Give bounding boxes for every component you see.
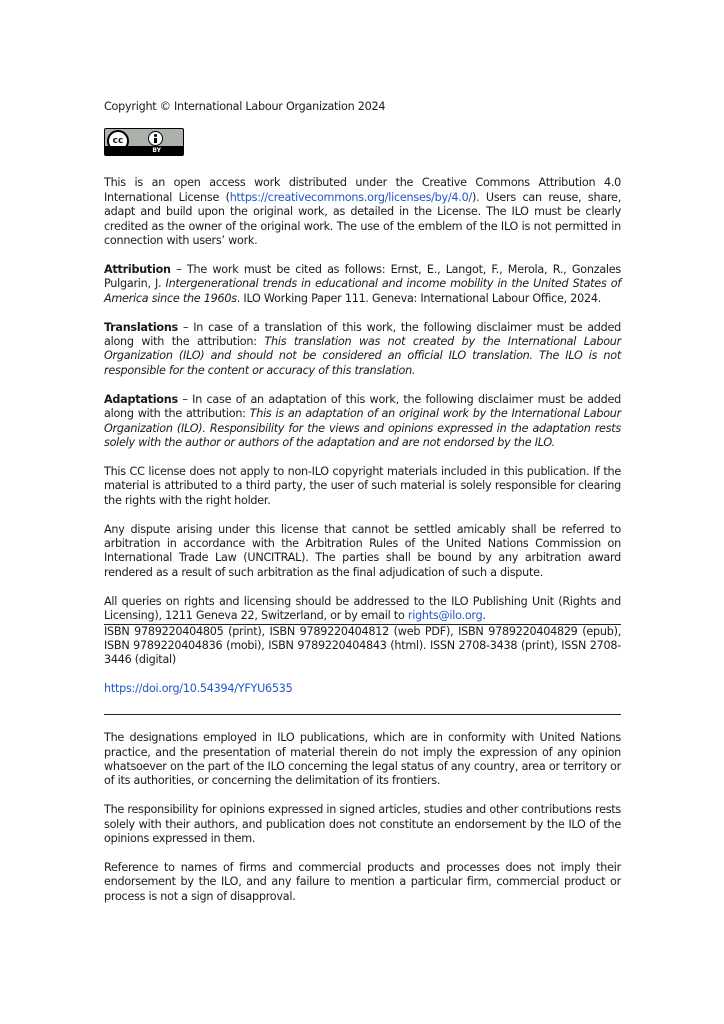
attribution-label: Attribution	[104, 262, 171, 276]
copyright-notice: Copyright © International Labour Organization 2024	[104, 100, 386, 113]
rights-email-link[interactable]: rights@ilo.org	[407, 609, 483, 623]
queries-paragraph: All queries on rights and licensing should be addressed to the ILO Publishing Unit (Rights and Licensing), 1211 Geneva 22, Switzerland, or by email to rights@ilo.org.	[104, 594, 621, 623]
adaptations-paragraph: Adaptations – In case of an adaptation of this work, the following disclaimer must be added along with the attribution: This is an adaptation of an original work by the International Labour Organization (ILO). Responsibility for the views and opinions expressed in the adaptation rests solely with the author or authors of the adaptation and are not endorsed by the ILO.	[104, 392, 621, 449]
divider-bottom	[104, 714, 621, 715]
attribution-paragraph: Attribution – The work must be cited as follows: Ernst, E., Langot, F., Merola, R., Gonzales Pulgarin, J. Intergenerational trends in educational and income mobility in the United States of America since the 1960s. ILO Working Paper 111. Geneva: International Labour Office, 2024.	[104, 262, 621, 305]
doi-link[interactable]: https://doi.org/10.54394/YFYU6535	[104, 681, 293, 695]
cc-by-license-badge	[104, 128, 184, 156]
citation-title: Intergenerational trends in educational and income mobility in the United States of America since the 1960s	[104, 277, 621, 305]
doi-paragraph	[104, 682, 621, 696]
responsibility-paragraph: The responsibility for opinions expressed in signed articles, studies and other contributions rests solely with their authors, and publication does not constitute an endorsement by the ILO of the opinions expressed in them.	[104, 803, 621, 846]
translations-paragraph: Translations – In case of a translation of this work, the following disclaimer must be added along with the attribution: This translation was not created by the International Labour Organization (ILO) and should not be considered an official ILO translation. The ILO is not responsible for the content or accuracy of this translation.	[104, 320, 621, 377]
designations-paragraph: The designations employed in ILO publications, which are in conformity with United Nations practice, and the presentation of material therein do not imply the expression of any opinion whatsoever on the part of the ILO concerning the legal status of any country, area or territory or of its authorities, or concerning the delimitation of its frontiers.	[104, 731, 621, 788]
attribution-person-icon	[148, 131, 163, 146]
dispute-paragraph: Any dispute arising under this license that cannot be settled amicably shall be referred to arbitration in accordance with the Arbitration Rules of the United Nations Commission on International Trade Law (UNCITRAL). The parties shall be bound by any arbitration award rendered as a result of such arbitration as the final adjudication of such a dispute.	[104, 522, 621, 579]
document-page	[104, 100, 621, 904]
license-link[interactable]: https://creativecommons.org/licenses/by/4.0/	[229, 190, 472, 204]
by-label: BY	[152, 147, 161, 155]
adaptation-disclaimer: This is an adaptation of an original work by the International Labour Organization (ILO). Responsibility for the views and opinions expressed in the adaptation rests solely with the author or authors of the adaptation and are not endorsed by the ILO.	[104, 407, 621, 449]
open-access-paragraph: This is an open access work distributed under the Creative Commons Attribution 4.0 International License (https://creativecommons.org/licenses/by/4.0/). Users can reuse, share, adapt and build upon the original work, as detailed in the License. The ILO must be clearly credited as the owner of the original work. The use of the emblem of the ILO is not permitted in connection with users’ work.	[104, 176, 621, 248]
adaptations-label: Adaptations	[104, 392, 178, 406]
isbn-paragraph: ISBN 9789220404805 (print), ISBN 9789220404812 (web PDF), ISBN 9789220404829 (epub), ISBN 9789220404836 (mobi), ISBN 9789220404843 (html). ISSN 2708-3438 (print), ISSN 2708-3446 (digital)	[104, 624, 621, 667]
reference-paragraph: Reference to names of firms and commercial products and processes does not imply their endorsement by the ILO, and any failure to mention a particular firm, commercial product or process is not a sign of disapproval.	[104, 861, 621, 903]
translations-label: Translations	[104, 320, 178, 334]
translation-disclaimer: This translation was not created by the International Labour Organization (ILO) and should not be considered an official ILO translation. The ILO is not responsible for the content or accuracy of this translation.	[104, 335, 621, 377]
cc-icon: cc	[107, 130, 129, 152]
cc-scope-paragraph: This CC license does not apply to non-ILO copyright materials included in this publication. If the material is attributed to a third party, the user of such material is solely responsible for clearing the rights with the right holder.	[104, 464, 621, 507]
